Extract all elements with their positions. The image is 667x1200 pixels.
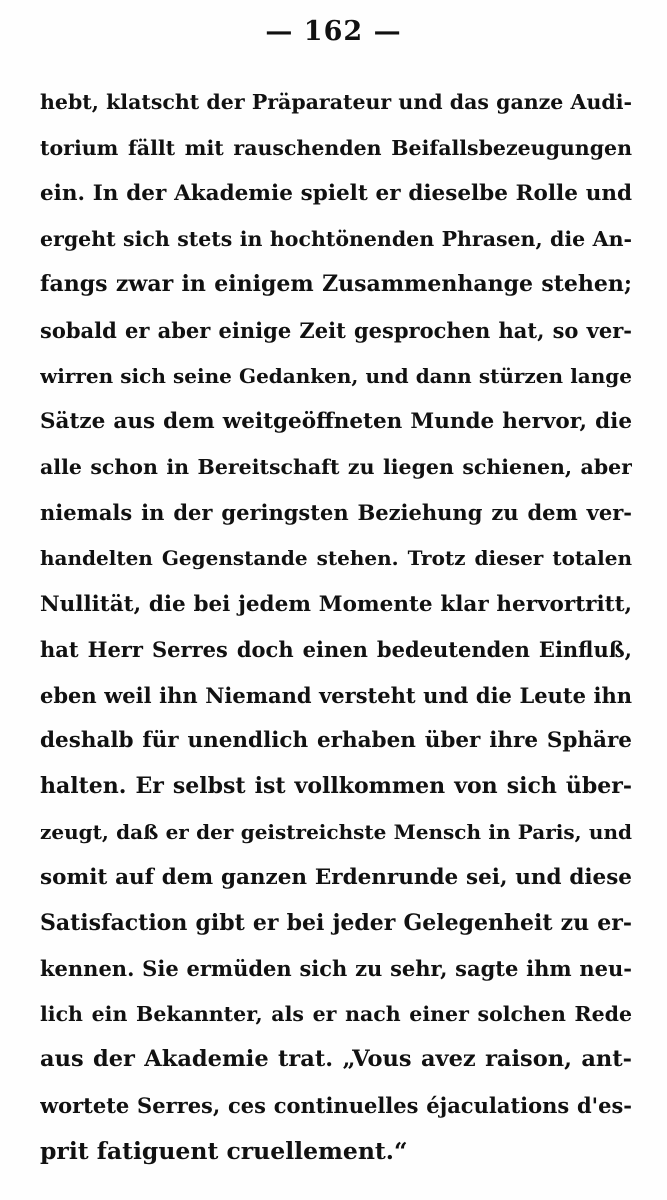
text-line: hebt, klatscht der Präparateur und das ganze Audi-	[40, 90, 632, 114]
text-line: aus der Akademie trat. „Vous avez raison, ant-	[40, 1046, 632, 1073]
body-text	[40, 80, 632, 1174]
text-line: wortete Serres, ces continuelles éjaculations d'es-	[40, 1093, 632, 1119]
text-line: Nullität, die bei jedem Momente klar hervortritt,	[40, 591, 632, 617]
text-line-last: prit fatiguent cruellement.“	[40, 1136, 408, 1165]
text-line: fangs zwar in einigem Zusammenhange stehen;	[40, 271, 632, 298]
text-line: alle schon in Bereitschaft zu liegen schienen, aber	[40, 454, 632, 479]
text-line: somit auf dem ganzen Erdenrunde sei, und diese	[40, 865, 632, 891]
text-line: deshalb für unendlich erhaben über ihre Sphäre	[40, 728, 632, 754]
text-line: eben weil ihn Niemand versteht und die Leute ihn	[40, 682, 632, 708]
text-line: zeugt, daß er der geistreichste Mensch in Paris, und	[40, 819, 632, 844]
page-number: — 162 —	[265, 16, 402, 47]
text-line: wirren sich seine Gedanken, und dann stürzen lange	[40, 363, 632, 388]
text-line: lich ein Bekannter, als er nach einer solchen Rede	[40, 1001, 632, 1026]
text-line: ergeht sich stets in hochtönenden Phrasen, die An-	[40, 226, 632, 251]
text-line: Satisfaction gibt er bei jeder Gelegenheit zu er-	[40, 909, 632, 936]
text-line: Sätze aus dem weitgeöffneten Munde hervor, die	[40, 409, 632, 435]
text-line: hat Herr Serres doch einen bedeutenden Einfluß,	[40, 637, 632, 663]
text-line: sobald er aber einige Zeit gesprochen hat, so ver-	[40, 317, 632, 343]
text-line: torium fällt mit rauschenden Beifallsbezeugungen	[40, 135, 632, 160]
text-line: kennen. Sie ermüden sich zu sehr, sagte ihm neu-	[40, 956, 632, 982]
text-line: ein. In der Akademie spielt er dieselbe Rolle und	[40, 181, 632, 207]
text-line: niemals in der geringsten Beziehung zu dem ver-	[40, 500, 632, 526]
text-line: halten. Er selbst ist vollkommen von sich über-	[40, 772, 632, 799]
text-line: handelten Gegenstande stehen. Trotz dieser totalen	[40, 545, 632, 570]
